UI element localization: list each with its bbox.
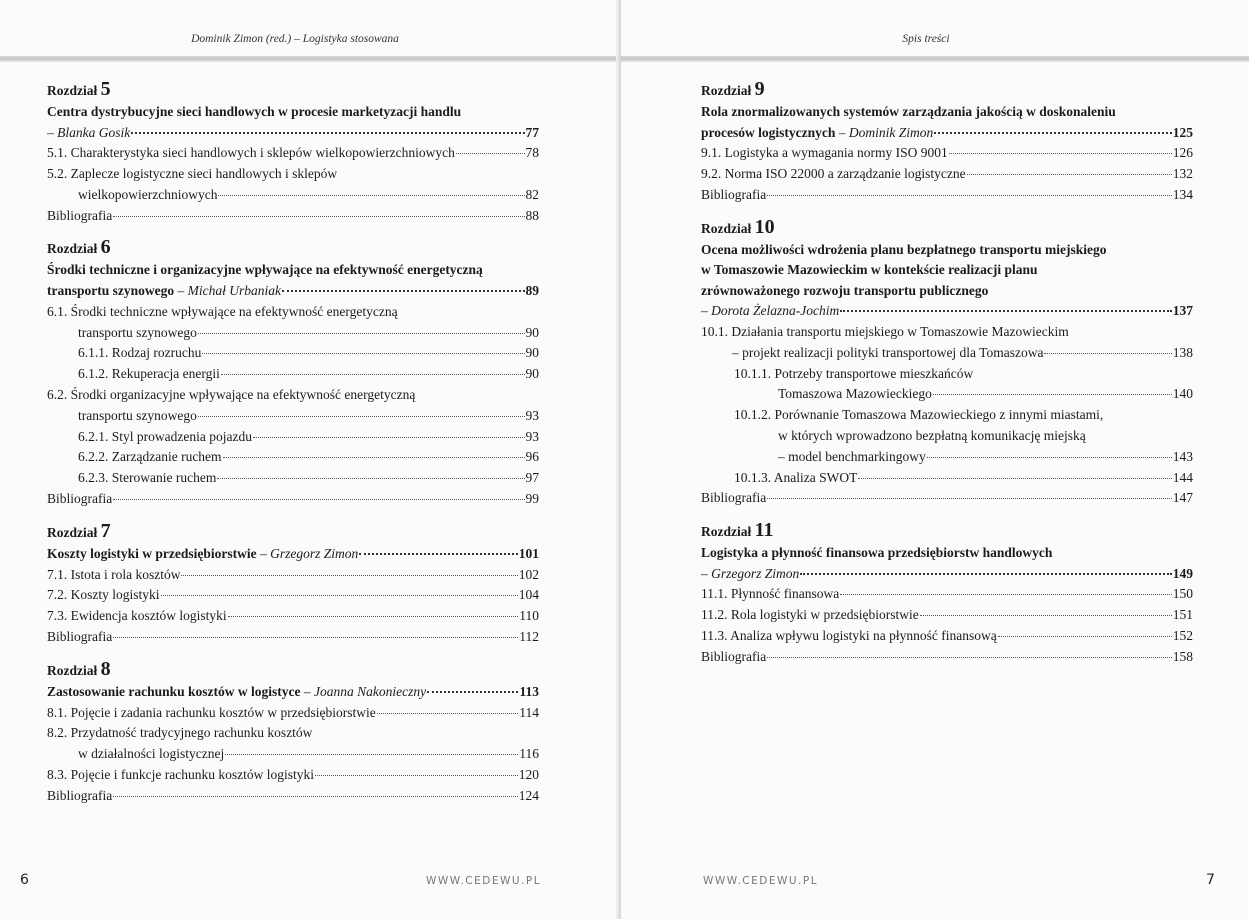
chapter-title: zrównoważonego rozwoju transportu publicznego (701, 282, 989, 298)
bibliography-entry[interactable]: Bibliografia 124 (47, 787, 539, 803)
chapter-11 (701, 519, 1193, 667)
toc-entry[interactable]: transportu szynowego 93 (78, 407, 539, 423)
chapter-9 (701, 78, 1193, 206)
toc-entry[interactable] (47, 123, 539, 144)
chapter-heading: Rozdział 9 (701, 78, 765, 100)
table-of-contents (47, 78, 539, 817)
chapter-author: – Grzegorz Zimon (701, 565, 800, 581)
toc-subentry[interactable]: 6.2.1. Styl prowadzenia pojazdu 93 (78, 428, 539, 444)
chapter-title: Rola znormalizowanych systemów zarządzania jakością w doskonaleniu (701, 104, 1116, 119)
publisher-website: WWW.CEDEWU.PL (426, 875, 542, 887)
chapter-10 (701, 216, 1193, 509)
page-number: 6 (20, 872, 29, 888)
toc-entry[interactable]: transportu szynowego – Michał Urbaniak 89 (47, 282, 539, 298)
toc-entry[interactable]: Koszty logistyki w przedsiębiorstwie – Grzegorz Zimon 101 (47, 545, 539, 561)
running-head: Dominik Zimon (red.) – Logistyka stosowana (191, 33, 399, 45)
publisher-website: WWW.CEDEWU.PL (703, 875, 819, 887)
toc-entry[interactable]: 8.1. Pojęcie i zadania rachunku kosztów w przedsiębiorstwie 114 (47, 704, 539, 720)
toc-entry[interactable]: 11.3. Analiza wpływu logistyki na płynność finansową 152 (701, 628, 1193, 644)
toc-entry[interactable]: 5.1. Charakterystyka sieci handlowych i sklepów wielkopowierzchniowych 78 (47, 145, 539, 161)
header-rule (0, 56, 619, 62)
chapter-title: Ocena możliwości wdrożenia planu bezpłatnego transportu miejskiego (701, 241, 1107, 257)
toc-entry[interactable]: transportu szynowego 90 (78, 324, 539, 340)
page-ref: 77 (525, 124, 539, 140)
toc-subentry[interactable]: 6.1.2. Rekuperacja energii 90 (78, 366, 539, 382)
right-page (621, 0, 1249, 919)
toc-subentry[interactable]: 6.2.2. Zarządzanie ruchem 96 (78, 449, 539, 465)
toc-entry[interactable]: 9.2. Norma ISO 22000 a zarządzanie logistyczne 132 (701, 166, 1193, 182)
header-rule (621, 56, 1249, 62)
bibliography-entry[interactable]: Bibliografia 147 (701, 490, 1193, 506)
toc-entry[interactable]: 7.2. Koszty logistyki 104 (47, 587, 539, 603)
toc-entry[interactable]: procesów logistycznych – Dominik Zimon 125 (701, 124, 1193, 140)
toc-entry[interactable]: 11.2. Rola logistyki w przedsiębiorstwie 151 (701, 607, 1193, 623)
toc-entry[interactable]: Zastosowanie rachunku kosztów w logistyce – Joanna Nakonieczny 113 (47, 683, 539, 699)
bibliography-entry[interactable]: Bibliografia 158 (701, 648, 1193, 664)
running-head: Spis treści (902, 33, 950, 45)
page-number: 7 (1206, 872, 1215, 888)
toc-subentry[interactable]: – model benchmarkingowy 143 (778, 448, 1193, 464)
chapter-5 (47, 78, 539, 226)
toc-entry[interactable]: 9.1. Logistyka a wymagania normy ISO 9001 126 (701, 145, 1193, 161)
chapter-heading: Rozdział 8 (47, 657, 111, 680)
toc-entry[interactable]: 7.1. Istota i rola kosztów 102 (47, 566, 539, 582)
toc-subentry-line: w których wprowadzono bezpłatną komunikację miejską (778, 427, 1086, 443)
chapter-title: Centra dystrybucyjne sieci handlowych w procesie marketyzacji handlu (47, 104, 462, 119)
toc-subentry-line: 10.1.1. Potrzeby transportowe mieszkańców (734, 365, 974, 381)
toc-entry-line: 5.2. Zaplecze logistyczne sieci handlowych i sklepów (47, 166, 338, 182)
table-of-contents (701, 78, 1193, 678)
toc-entry[interactable]: 8.3. Pojęcie i funkcje rachunku kosztów logistyki 120 (47, 766, 539, 782)
bibliography-entry[interactable]: Bibliografia 112 (47, 628, 539, 644)
toc-entry[interactable]: 11.1. Płynność finansowa 150 (701, 586, 1193, 602)
toc-subentry[interactable]: Tomaszowa Mazowieckiego 140 (778, 386, 1193, 402)
chapter-title: Logistyka a płynność finansowa przedsiębiorstw handlowych (701, 545, 1053, 561)
bibliography-entry[interactable]: Bibliografia 88 (47, 207, 539, 223)
chapter-heading: Rozdział 6 (47, 236, 111, 259)
chapter-author: – Dorota Żelazna-Jochim (701, 303, 840, 319)
chapter-title: Środki techniczne i organizacyjne wpływające na efektywność energetyczną (47, 262, 483, 278)
chapter-title: w Tomaszowie Mazowieckim w kontekście realizacji planu (701, 262, 1038, 278)
chapter-heading: Rozdział 7 (47, 519, 111, 542)
toc-subentry[interactable]: 6.1.1. Rodzaj rozruchu 90 (78, 345, 539, 361)
toc-entry-line: 8.2. Przydatność tradycyjnego rachunku kosztów (47, 725, 313, 741)
toc-entry[interactable]: – Dorota Żelazna-Jochim 137 (701, 301, 1193, 322)
chapter-heading: Rozdział 11 (701, 519, 774, 542)
chapter-author: – Joanna Nakonieczny (300, 683, 427, 699)
toc-entry[interactable]: wielkopowierzchniowych 82 (78, 186, 539, 202)
bibliography-entry[interactable]: Bibliografia 134 (701, 186, 1193, 202)
toc-subentry[interactable]: 10.1.3. Analiza SWOT 144 (734, 469, 1193, 485)
chapter-author: – Grzegorz Zimon (256, 545, 359, 561)
chapter-heading: Rozdział 10 (701, 215, 775, 238)
chapter-8 (47, 658, 539, 807)
chapter-author: – Blanka Gosik (47, 124, 131, 140)
toc-entry[interactable]: w działalności logistycznej 116 (78, 746, 539, 762)
toc-entry-line: 10.1. Działania transportu miejskiego w Tomaszowie Mazowieckim (701, 323, 1069, 339)
toc-entry[interactable]: – projekt realizacji polityki transportowej dla Tomaszowa 138 (732, 344, 1193, 360)
toc-entry-line: 6.1. Środki techniczne wpływające na efektywność energetyczną (47, 303, 398, 319)
chapter-author: – Dominik Zimon (835, 124, 934, 140)
toc-entry[interactable]: – Grzegorz Zimon 149 (701, 564, 1193, 585)
chapter-heading: Rozdział 5 (47, 78, 111, 100)
chapter-7 (47, 520, 539, 648)
chapter-6 (47, 236, 539, 509)
bibliography-entry[interactable]: Bibliografia 99 (47, 490, 539, 506)
toc-entry[interactable]: 7.3. Ewidencja kosztów logistyki 110 (47, 608, 539, 624)
chapter-author: – Michał Urbaniak (174, 282, 281, 298)
toc-subentry[interactable]: 6.2.3. Sterowanie ruchem 97 (78, 470, 539, 486)
toc-entry-line: 6.2. Środki organizacyjne wpływające na efektywność energetyczną (47, 386, 416, 402)
toc-subentry-line: 10.1.2. Porównanie Tomaszowa Mazowieckiego z innymi miastami, (734, 407, 1104, 423)
left-page (0, 0, 619, 919)
